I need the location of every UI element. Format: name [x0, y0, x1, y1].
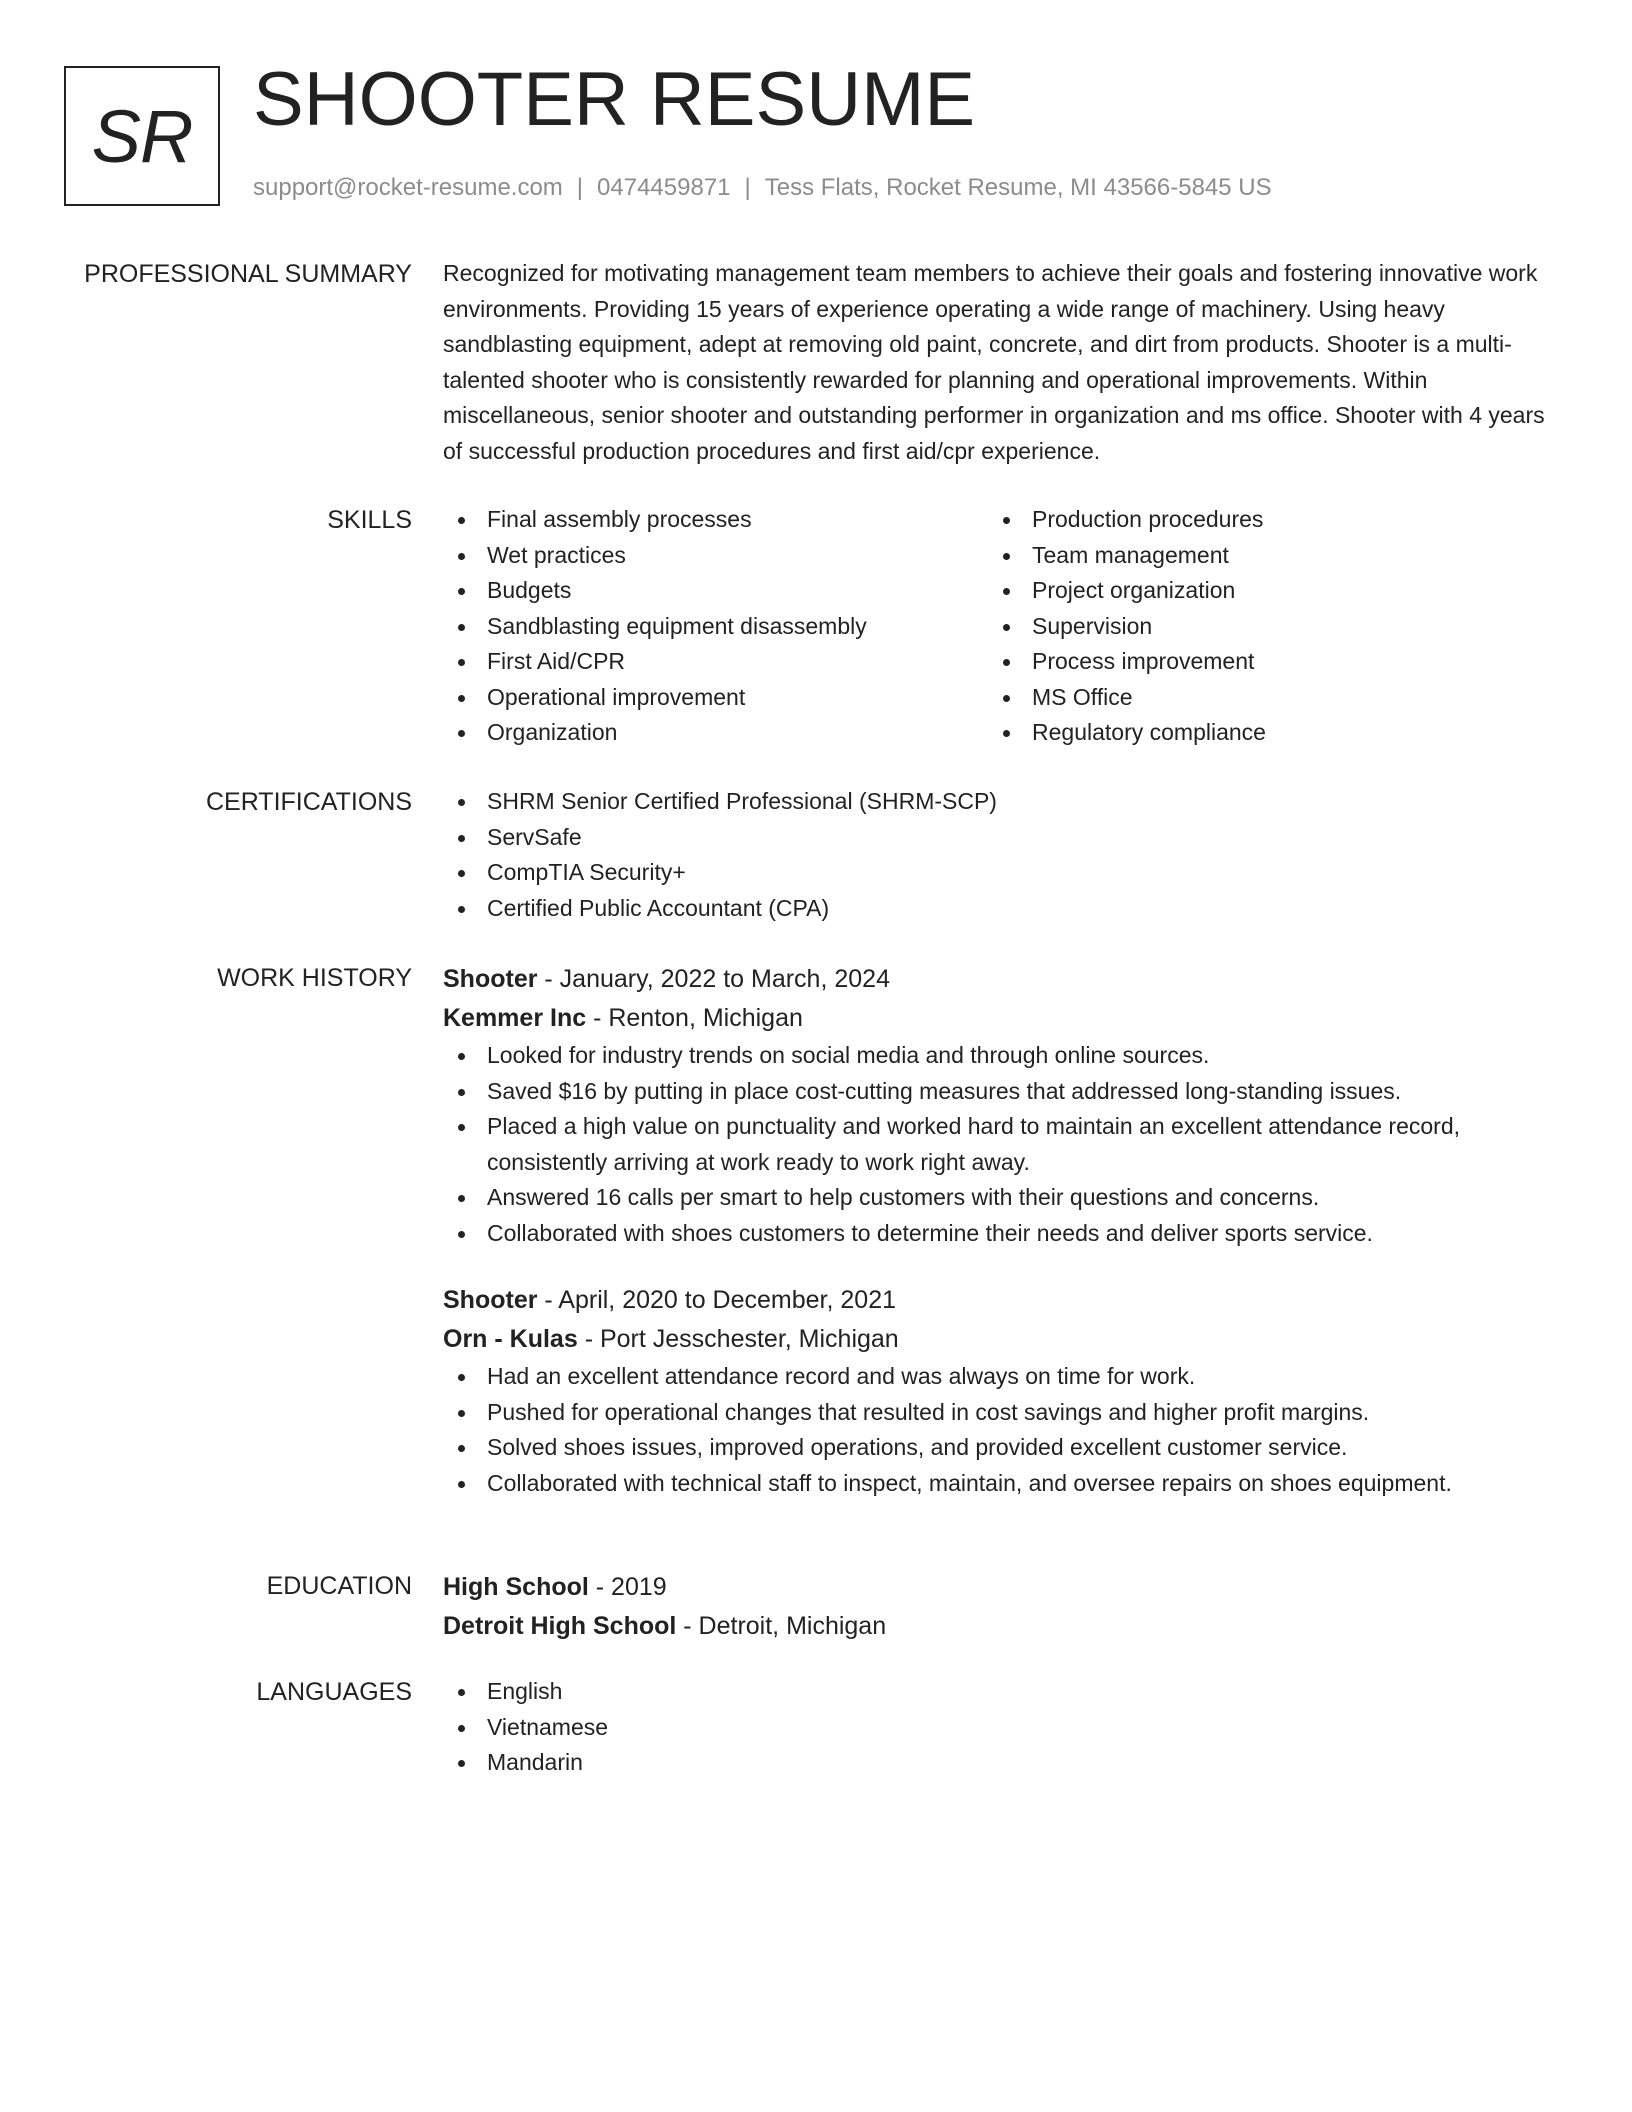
job-location: - Renton, Michigan — [586, 1004, 803, 1032]
contact-separator: | — [744, 174, 751, 201]
monogram-badge: SR — [64, 66, 220, 206]
contact-address: Tess Flats, Rocket Resume, MI 43566-5845 US — [764, 174, 1272, 201]
section-label-certifications: CERTIFICATIONS — [205, 788, 412, 816]
education-school-line — [443, 1607, 1568, 1646]
job-title: Shooter — [443, 965, 538, 993]
language-item: English — [443, 1674, 1568, 1710]
job-bullet: Pushed for operational changes that resulted in cost savings and higher profit margins. — [443, 1395, 1568, 1431]
skill-item: Project organization — [988, 573, 1533, 609]
skill-item: Operational improvement — [443, 680, 988, 716]
skill-item: MS Office — [988, 680, 1533, 716]
job-company-line — [443, 999, 1568, 1038]
job-bullets — [443, 1038, 1568, 1251]
job-dates: - January, 2022 to March, 2024 — [537, 965, 890, 993]
certification-item: SHRM Senior Certified Professional (SHRM-SCP) — [443, 784, 1568, 820]
skill-item: First Aid/CPR — [443, 644, 988, 680]
job-bullet: Answered 16 calls per smart to help customers with their questions and concerns. — [443, 1180, 1568, 1216]
section-label-languages: LANGUAGES — [256, 1678, 412, 1706]
contact-separator: | — [576, 174, 584, 201]
skill-item: Budgets — [443, 573, 988, 609]
resume-name: SHOOTER RESUME — [253, 57, 976, 142]
job-bullets — [443, 1359, 1568, 1501]
certification-item: ServSafe — [443, 820, 1568, 856]
job-dates: - April, 2020 to December, 2021 — [537, 1286, 896, 1314]
skill-item: Process improvement — [988, 644, 1533, 680]
contact-email[interactable]: support@rocket-resume.com — [253, 174, 563, 201]
skill-item: Supervision — [988, 609, 1533, 645]
section-label-summary: PROFESSIONAL SUMMARY — [84, 260, 412, 288]
education-degree-line — [443, 1568, 1568, 1607]
certification-item: CompTIA Security+ — [443, 855, 1568, 891]
contact-phone[interactable]: 0474459871 — [597, 174, 731, 201]
section-label-skills: SKILLS — [327, 506, 412, 534]
language-item: Mandarin — [443, 1745, 1568, 1781]
summary-text: Recognized for motivating management team members to achieve their goals and fostering innovative work environments. Providing 15 years of experience operating a wide range of machinery. Using heavy sandblasting equipment, adept at removing old paint, concrete, and dirt from products. Shooter is a multi-talented shooter who is consistently rewarded for planning and operational improvements. Within miscellaneous, senior shooter and outstanding performer in organization and ms office. Shooter with 4 years of successful production procedures and first aid/cpr experience. — [443, 260, 1545, 464]
skill-item: Regulatory compliance — [988, 715, 1533, 751]
job-entry — [443, 960, 1568, 1251]
skill-item: Production procedures — [988, 502, 1533, 538]
certifications-list — [443, 784, 1568, 926]
job-company: Kemmer Inc — [443, 1004, 587, 1032]
job-title-line — [443, 1281, 1568, 1320]
education-entry — [443, 1568, 1568, 1646]
skills-list — [443, 502, 1568, 751]
skill-item: Final assembly processes — [443, 502, 988, 538]
skill-item: Team management — [988, 538, 1533, 574]
education-location: - Detroit, Michigan — [676, 1612, 887, 1640]
job-company: Orn - Kulas — [443, 1325, 578, 1353]
education-year: - 2019 — [588, 1573, 667, 1601]
job-bullet: Looked for industry trends on social media and through online sources. — [443, 1038, 1568, 1074]
job-title-line — [443, 960, 1568, 999]
certification-item: Certified Public Accountant (CPA) — [443, 891, 1568, 927]
languages-list — [443, 1674, 1568, 1781]
job-entry — [443, 1281, 1568, 1501]
job-bullet: Saved $16 by putting in place cost-cutting measures that addressed long-standing issues. — [443, 1074, 1568, 1110]
job-bullet: Had an excellent attendance record and was always on time for work. — [443, 1359, 1568, 1395]
skill-item: Wet practices — [443, 538, 988, 574]
job-bullet: Solved shoes issues, improved operations, and provided excellent customer service. — [443, 1430, 1568, 1466]
section-label-work-history: WORK HISTORY — [217, 964, 412, 992]
contact-line — [253, 174, 1272, 202]
job-company-line — [443, 1320, 1568, 1359]
job-bullet: Placed a high value on punctuality and worked hard to maintain an excellent attendance record, consistently arriving at work ready to work right away. — [443, 1109, 1568, 1180]
skill-item: Sandblasting equipment disassembly — [443, 609, 988, 645]
section-label-education: EDUCATION — [266, 1572, 412, 1600]
job-title: Shooter — [443, 1286, 538, 1314]
skill-item: Organization — [443, 715, 988, 751]
job-location: - Port Jesschester, Michigan — [577, 1325, 899, 1353]
skills-column-2 — [988, 502, 1533, 751]
education-school: Detroit High School — [443, 1612, 677, 1640]
language-item: Vietnamese — [443, 1710, 1568, 1746]
job-bullet: Collaborated with technical staff to inspect, maintain, and oversee repairs on shoes equipment. — [443, 1466, 1568, 1502]
education-degree: High School — [443, 1573, 589, 1601]
skills-column-1 — [443, 502, 988, 751]
work-history-list — [443, 960, 1568, 1501]
job-bullet: Collaborated with shoes customers to determine their needs and deliver sports service. — [443, 1216, 1568, 1252]
